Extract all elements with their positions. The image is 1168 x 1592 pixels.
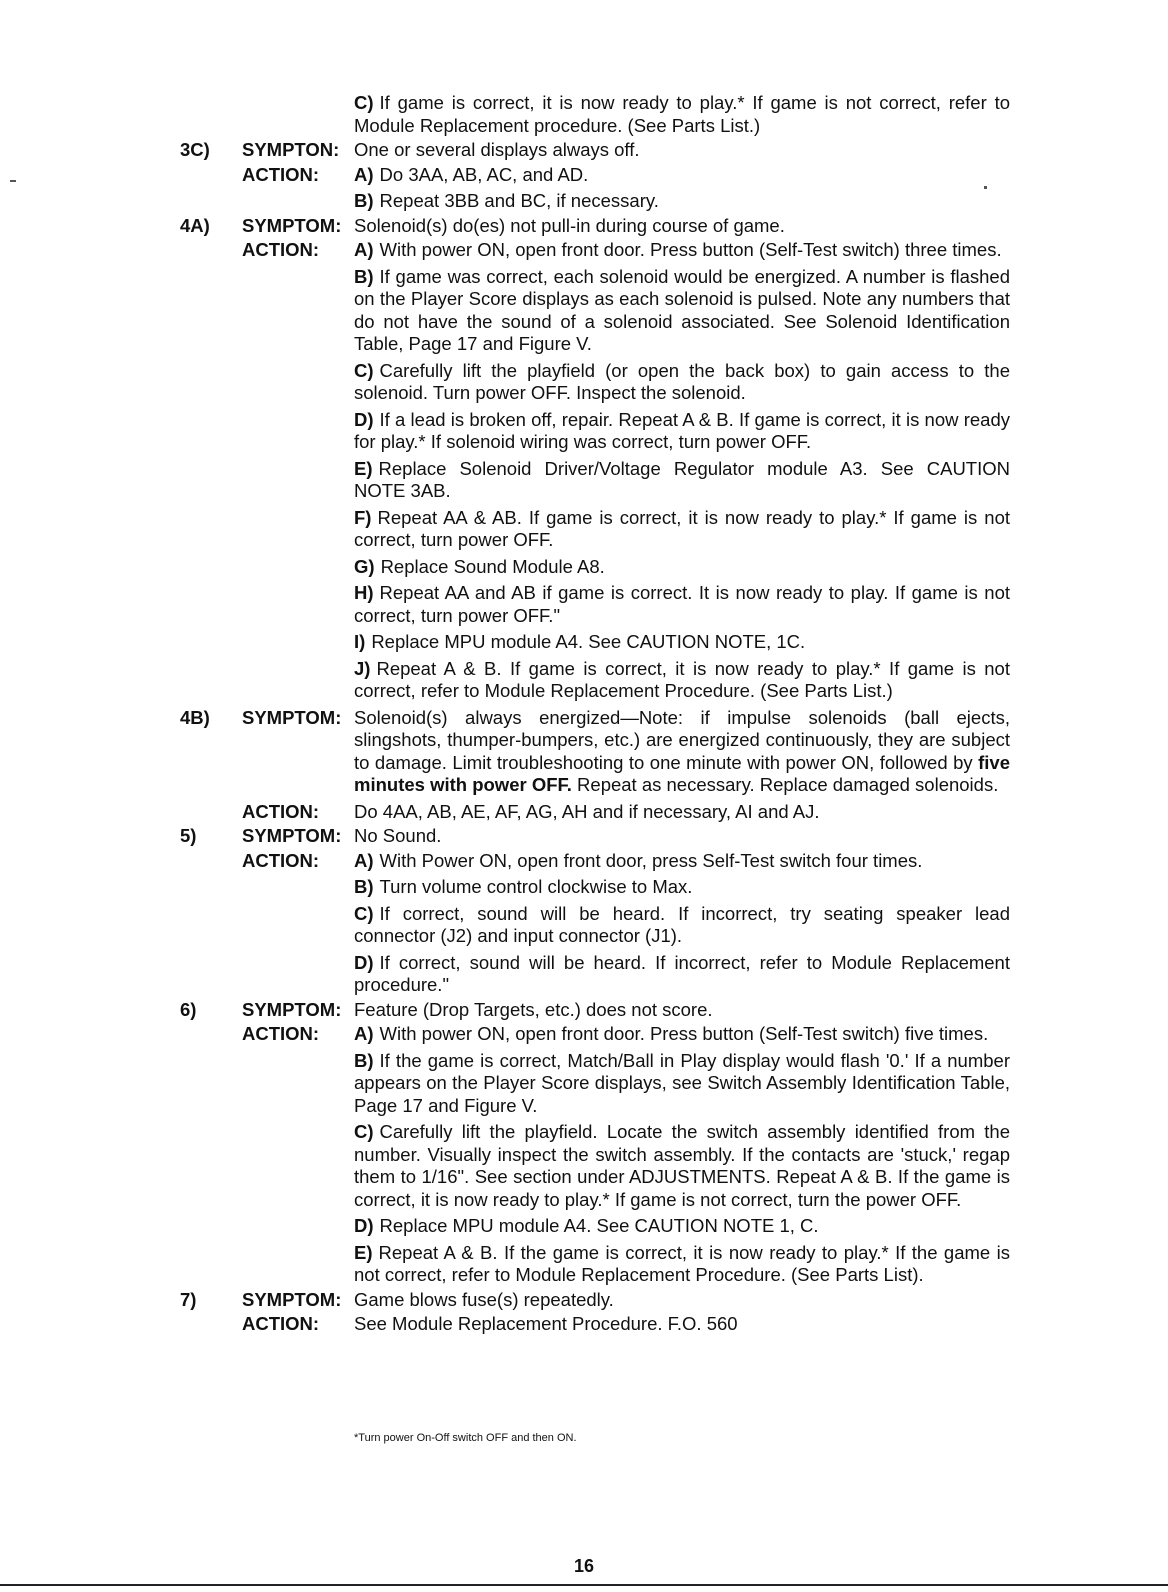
symptom-label: SYMPTOM: [242,706,342,728]
action-step: D) If correct, sound will be heard. If incorrect, refer to Module Replacement procedure." [354,951,1010,995]
section-number: 6) [180,998,197,1020]
action-label: ACTION: [242,1313,320,1334]
symptom-text: Solenoid(s) do(es) not pull-in during course of game. [354,214,785,236]
action-step: B) If game was correct, each solenoid would be energized. A number is flashed on the Player Score displays as each solenoid is pulsed. Note any numbers that do not have the sound of a solenoid associated. See Solenoid Identification Table, Page 17 and Figure V. [354,265,1010,354]
action-step: B) Turn volume control clockwise to Max. [354,876,693,897]
scan-mark [10,180,16,182]
symptom-label: SYMPTOM: [242,998,342,1020]
symptom-text: Solenoid(s) always energized—Note: if impulse solenoids (ball ejects, slingshots, thumper-bumpers, etc.) are energized continuously, they are subject to damage. Limit troubleshooting to one minute with power ON, followed by five minutes with power OFF. Repeat as necessary. Replace damaged solenoids. [354,706,1011,795]
action-row: ACTION: A) Do 3AA, AB, AC, and AD. [242,163,589,185]
symptom-text: No Sound. [354,825,442,846]
section-number: 4A) [180,214,210,236]
action-step: D) Replace MPU module A4. See CAUTION NOTE 1, C. [354,1215,819,1236]
intro-step: C) If game is correct, it is now ready to play.* If game is not correct, refer to Module Replacement procedure. (See Parts List.) [354,92,1010,136]
action-step: E) Replace Solenoid Driver/Voltage Regulator module A3. See CAUTION NOTE 3AB. [354,457,1010,501]
symptom-text: Feature (Drop Targets, etc.) does not score. [354,998,713,1020]
action-row: ACTION: A) With Power ON, open front door, press Self-Test switch four times. [242,849,923,871]
action-step: C) Carefully lift the playfield (or open the back box) to gain access to the solenoid. Turn power OFF. Inspect the solenoid. [354,359,1010,403]
action-step: I) Replace MPU module A4. See CAUTION NOTE, 1C. [354,631,806,652]
action-step: G) Replace Sound Module A8. [354,555,605,577]
section-4b [180,707,1010,797]
symptom-label: SYMPTOM: [242,1288,342,1310]
action-step: B) Repeat 3BB and BC, if necessary. [354,190,659,211]
section-4a [180,215,1010,238]
action-row: ACTION: A) With power ON, open front door. Press button (Self-Test switch) three times. [242,239,1002,260]
action-step: H) Repeat AA and AB if game is correct. It is now ready to play. If game is not correct, turn power OFF." [354,582,1010,626]
symptom-text: Game blows fuse(s) repeatedly. [354,1288,614,1310]
action-step: C) Carefully lift the playfield. Locate the switch assembly identified from the number. Visually inspect the switch assembly. If the contacts are 'stuck,' regap them to 1/16". See section under ADJUSTMENTS. Repeat A & B. If the game is correct, it is now ready to play.* If game is not correct, turn the power OFF. [354,1121,1010,1210]
section-number: 7) [180,1288,197,1310]
section-number: 5) [180,825,197,846]
action-text: See Module Replacement Procedure. F.O. 560 [354,1313,738,1334]
action-row: ACTION: A) With power ON, open front door. Press button (Self-Test switch) five times. [242,1023,989,1044]
section-5 [180,825,1010,848]
section-7 [180,1289,1010,1312]
action-step: C) If correct, sound will be heard. If incorrect, try seating speaker lead connector (J2) and input connector (J1). [354,902,1010,946]
symptom-label: SYMPTOM: [242,214,342,236]
troubleshooting-content [180,92,1010,1336]
action-step: F) Repeat AA & AB. If game is correct, it is now ready to play.* If game is not correct, turn power OFF. [354,506,1010,550]
action-step: E) Repeat A & B. If the game is correct, it is now ready to play.* If the game is not correct, refer to Module Replacement Procedure. (See Parts List). [354,1241,1010,1285]
action-text: Do 4AA, AB, AE, AF, AG, AH and if necessary, AI and AJ. [354,800,820,822]
action-step: J) Repeat A & B. If game is correct, it is now ready to play.* If game is not correct, refer to Module Replacement Procedure. (See Parts List.) [354,657,1010,701]
action-row [180,801,1010,824]
page-number: 16 [573,1556,595,1576]
action-step: D) If a lead is broken off, repair. Repeat A & B. If game is correct, it is now ready for play.* If solenoid wiring was correct, turn power OFF. [354,408,1010,452]
symptom-text: One or several displays always off. [354,139,640,160]
section-number: 4B) [180,706,210,728]
action-label: ACTION: [242,849,320,871]
section-number: 3C) [180,139,210,160]
section-3c [180,139,1010,162]
footnote: *Turn power On-Off switch OFF and then ON. [354,1432,577,1444]
section-6 [180,999,1010,1022]
action-label: ACTION: [242,239,320,260]
action-label: ACTION: [242,1023,320,1044]
action-row [180,1313,1010,1336]
action-label: ACTION: [242,163,320,185]
symptom-label: SYMPTOM: [242,825,342,846]
action-label: ACTION: [242,800,320,822]
action-step: B) If the game is correct, Match/Ball in Play display would flash '0.' If a number appears on the Player Score displays, see Switch Assembly Identification Table, Page 17 and Figure V. [354,1049,1010,1116]
symptom-label: SYMPTON: [242,139,340,160]
bottom-rule [0,1584,1168,1586]
